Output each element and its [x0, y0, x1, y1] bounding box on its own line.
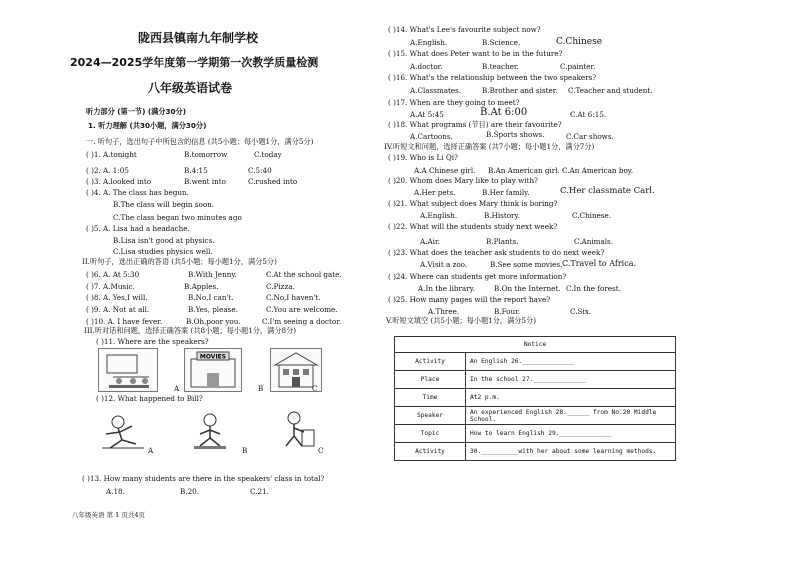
movies-sign: MOVIES	[199, 353, 227, 361]
instruction-1: 一. 听句子，选出句子中所包含的信息 (共5小题；每小题1分，满分5分)	[86, 137, 314, 146]
option-b: B.An American girl.	[488, 166, 560, 175]
picture-boy-on-chair	[272, 408, 320, 452]
option-c: C.You are welcome.	[266, 305, 338, 314]
option-c: C.Car shows.	[566, 132, 614, 141]
option-b: B.On the Internet.	[494, 284, 561, 293]
question-11: ( )11. Where are the speakers?	[96, 337, 209, 346]
row-value: An English 26.______________	[466, 353, 676, 371]
question-stem: ( )17. When are they going to meet?	[388, 98, 520, 107]
question-stem: ( )10. A. I have fever.	[86, 317, 163, 326]
row-key: Activity	[395, 353, 466, 371]
image-label-a2: A	[148, 446, 154, 455]
row-value: How to learn English 29.______________	[466, 425, 676, 443]
option-a: A.Her pets.	[414, 188, 456, 197]
image-label-c: C	[312, 384, 318, 393]
section-heading: 1. 听力理解 (共30小题，满分30分)	[88, 121, 207, 130]
option-c: C.At the school gate.	[266, 270, 342, 279]
table-row	[395, 407, 676, 425]
option-c: C.Chinese	[556, 37, 603, 47]
option-c: C.Animals.	[574, 237, 614, 246]
table-row	[395, 353, 676, 371]
table-row	[395, 389, 676, 407]
table-row	[395, 443, 676, 461]
row-key: Speaker	[395, 407, 466, 425]
option-c: C.At 6:15.	[570, 110, 607, 119]
row-value: In the school 27.______________	[466, 371, 676, 389]
option-a: A.English.	[420, 211, 458, 220]
question-stem: ( )23. What does the teacher ask students to do next week?	[388, 248, 605, 257]
question-stem: ( )6. A. At 5:30	[86, 270, 140, 279]
option-b: B.Oh,poor you.	[186, 317, 241, 326]
question-stem: ( )4. A. The class has begun.	[86, 188, 189, 197]
question-stem: ( )13. How many students are there in the speakers' class in total?	[82, 474, 325, 483]
option-c: C.Six.	[570, 307, 592, 316]
option-b: B.Her family.	[482, 188, 530, 197]
picture-boy-sitting	[186, 412, 234, 452]
option-c: C.An American boy.	[562, 166, 634, 175]
question-stem: ( )14. What's Lee's favourite subject now?	[388, 25, 541, 34]
option-c: C.No,I haven't.	[266, 293, 321, 302]
row-key: Place	[395, 371, 466, 389]
question-stem: ( )21. What subject does Mary think is boring?	[388, 199, 558, 208]
picture-cinema	[184, 348, 242, 392]
image-label-b: B	[258, 384, 264, 393]
option-a: A.Air.	[420, 237, 440, 246]
part-heading: 听力部分 (第一节) (满分30分)	[86, 107, 187, 116]
instruction-3: III.听对话和问题，选择正确答案 (共8小题；每小题1分，满分8分)	[84, 326, 297, 335]
option-c: C.rushed into	[248, 177, 298, 186]
image-label-a: A	[174, 384, 180, 393]
question-stem: ( )16. What's the relationship between the two speakers?	[388, 73, 597, 82]
option-a: A.Visit a zoo.	[420, 260, 468, 269]
instruction-5: V.听短文填空 (共5小题；每小题1分，满分5分)	[386, 316, 537, 325]
row-value: 30.__________with her about some learning methods.	[466, 443, 676, 461]
exam-title: 2024—2025学年度第一学期第一次教学质量检测	[70, 56, 319, 69]
option-b: B.The class will begin soon.	[113, 200, 215, 209]
question-stem: ( )7. A.Music.	[86, 282, 135, 291]
image-label-c2: C	[318, 446, 324, 455]
question-stem: ( )19. Who is Li Qi?	[388, 153, 458, 162]
option-b: B.4:15	[184, 166, 208, 175]
option-a: A.Cartoons.	[410, 132, 453, 141]
option-b: B.Four.	[494, 307, 521, 316]
option-b: B.Yes, please.	[188, 305, 238, 314]
question-stem: ( )25. How many pages will the report have?	[388, 295, 551, 304]
picture-boy-fell	[98, 408, 148, 452]
row-value: An experienced English 28.______ from No.20 Middle School.	[466, 407, 676, 425]
question-stem: ( )5. A. Lisa had a headache.	[86, 224, 190, 233]
instruction-2: II.听句子，选出正确的答语 (共5小题；每小题1分，满分5分)	[82, 257, 277, 266]
option-c: C.Chinese.	[572, 211, 612, 220]
question-stem: ( )18. What programs (节目) are their favourite?	[388, 120, 562, 129]
option-c: C.Her classmate Carl.	[560, 186, 655, 196]
option-b: B.See some movies.	[490, 260, 563, 269]
instruction-4: IV.听短文和问题，选择正确答案 (共7小题；每小题1分，满分7分)	[384, 142, 595, 151]
option-c: C.In the forest.	[566, 284, 621, 293]
table-row	[395, 371, 676, 389]
option-a: A.English.	[410, 38, 448, 47]
option-a: A.In the library.	[418, 284, 476, 293]
option-b: B.Science.	[482, 38, 521, 47]
option-a: A.A Chinese girl.	[414, 166, 476, 175]
paper-title: 八年级英语试卷	[148, 81, 233, 95]
row-key: Topic	[395, 425, 466, 443]
question-stem: ( )3. A.looked into	[86, 177, 152, 186]
option-c: C.5:40	[248, 166, 272, 175]
option-b: B.Sports shows.	[486, 130, 545, 139]
school-name: 陇西县镇南九年制学校	[138, 31, 259, 45]
question-stem: ( )9. A. Not at all.	[86, 305, 150, 314]
option-a: A.Three.	[428, 307, 460, 316]
option-b: B.Plants.	[486, 237, 519, 246]
option-a: A.At 5:45	[410, 110, 444, 119]
picture-classroom	[98, 348, 158, 392]
option-b: B.Apples.	[184, 282, 219, 291]
option-c: C.Teacher and student.	[568, 86, 653, 95]
question-stem: ( )8. A. Yes,I will.	[86, 293, 148, 302]
option-b: B.tomorrow	[184, 150, 228, 159]
question-stem: ( )15. What does Peter want to be in the future?	[388, 49, 563, 58]
question-stem: ( )20. Whom does Mary like to play with?	[388, 176, 538, 185]
option-c: C.I'm seeing a doctor.	[262, 317, 342, 326]
option-a: A.18.	[106, 487, 125, 496]
option-b: B.No,I can't.	[188, 293, 234, 302]
option-b: B.went into	[184, 177, 226, 186]
page-footer: 八年级英语 第 1 页共4页	[72, 511, 145, 519]
option-c: C.Pizza.	[266, 282, 295, 291]
question-stem: ( )24. Where can students get more information?	[388, 272, 567, 281]
table-row	[395, 425, 676, 443]
question-stem: ( )2. A. 1:05	[86, 166, 129, 175]
option-b: B.With Jenny.	[188, 270, 237, 279]
notice-title: Notice	[395, 337, 676, 353]
option-b: B.Lisa isn't good at physics.	[113, 236, 215, 245]
row-value: At2 p.m.	[466, 389, 676, 407]
option-b: B.20.	[180, 487, 199, 496]
option-c: C.painter.	[560, 62, 596, 71]
question-12: ( )12. What happened to Bill?	[96, 394, 203, 403]
row-key: Activity	[395, 443, 466, 461]
option-a: A.doctor.	[410, 62, 443, 71]
notice-table	[394, 336, 676, 461]
question-stem: ( )1. A.tonight	[86, 150, 137, 159]
option-c: C.The class began two minutes ago	[113, 213, 242, 222]
option-b: B.Brother and sister.	[482, 86, 558, 95]
option-c: C.Travel to Africa.	[562, 259, 637, 268]
image-label-b2: B	[242, 446, 248, 455]
option-c: C.21.	[250, 487, 269, 496]
row-key: Time	[395, 389, 466, 407]
option-a: A.Classmates.	[410, 86, 462, 95]
question-stem: ( )22. What will the students study next week?	[388, 222, 558, 231]
option-c: C.Lisa studies physics well.	[113, 247, 213, 256]
option-b: B.At 6:00	[480, 107, 528, 118]
option-c: C.today	[254, 150, 282, 159]
option-b: B.teacher.	[482, 62, 519, 71]
option-b: B.History.	[484, 211, 520, 220]
